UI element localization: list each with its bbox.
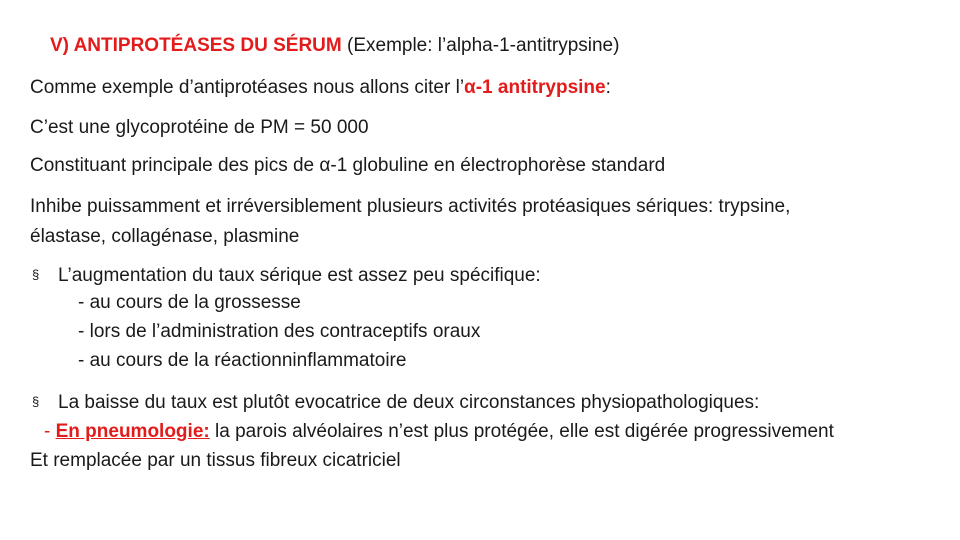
baisse-heading-text: La baisse du taux est plutôt evocatrice de deux circonstances physiopathologiques: bbox=[58, 392, 760, 413]
glycoprotein-line: C’est une glycoprotéine de PM = 50 000 bbox=[30, 117, 369, 138]
pneumology-dash: - bbox=[44, 421, 56, 442]
slide-title bbox=[50, 34, 619, 57]
alpha-antitrypsin-highlight: α-1 antitrypsine bbox=[464, 77, 606, 98]
pneumology-label: En pneumologie: bbox=[55, 421, 210, 442]
inhibits-line-2: élastase, collagénase, plasmine bbox=[30, 226, 300, 247]
pneumology-text: la parois alvéolaires n’est plus protégée, elle est digérée progressivement bbox=[209, 421, 834, 442]
title-main: V) ANTIPROTÉASES DU SÉRUM bbox=[50, 35, 342, 56]
augmentation-heading bbox=[32, 263, 541, 287]
baisse-heading bbox=[32, 390, 759, 414]
bullet-icon: § bbox=[32, 394, 40, 409]
title-sub: (Exemple: l’alpha-1-antitrypsine) bbox=[341, 35, 620, 56]
augmentation-item: - au cours de la réactionninflammatoire bbox=[78, 350, 407, 371]
intro-text: Comme exemple d’antiprotéases nous allons citer l’ bbox=[30, 77, 465, 98]
constituent-line: Constituant principale des pics de α-1 globuline en électrophorèse standard bbox=[30, 155, 666, 176]
pneumology-line bbox=[44, 420, 834, 443]
intro-line bbox=[30, 76, 611, 99]
bullet-icon: § bbox=[32, 267, 40, 282]
augmentation-heading-text: L’augmentation du taux sérique est assez peu spécifique: bbox=[58, 265, 541, 286]
augmentation-item: - lors de l’administration des contraceptifs oraux bbox=[78, 321, 481, 342]
intro-colon: : bbox=[605, 77, 611, 98]
inhibits-line-1: Inhibe puissamment et irréversiblement plusieurs activités protéasiques sériques: trypsine, bbox=[30, 196, 791, 217]
augmentation-item: - au cours de la grossesse bbox=[78, 292, 301, 313]
continuation-line: Et remplacée par un tissus fibreux cicatriciel bbox=[30, 450, 401, 471]
